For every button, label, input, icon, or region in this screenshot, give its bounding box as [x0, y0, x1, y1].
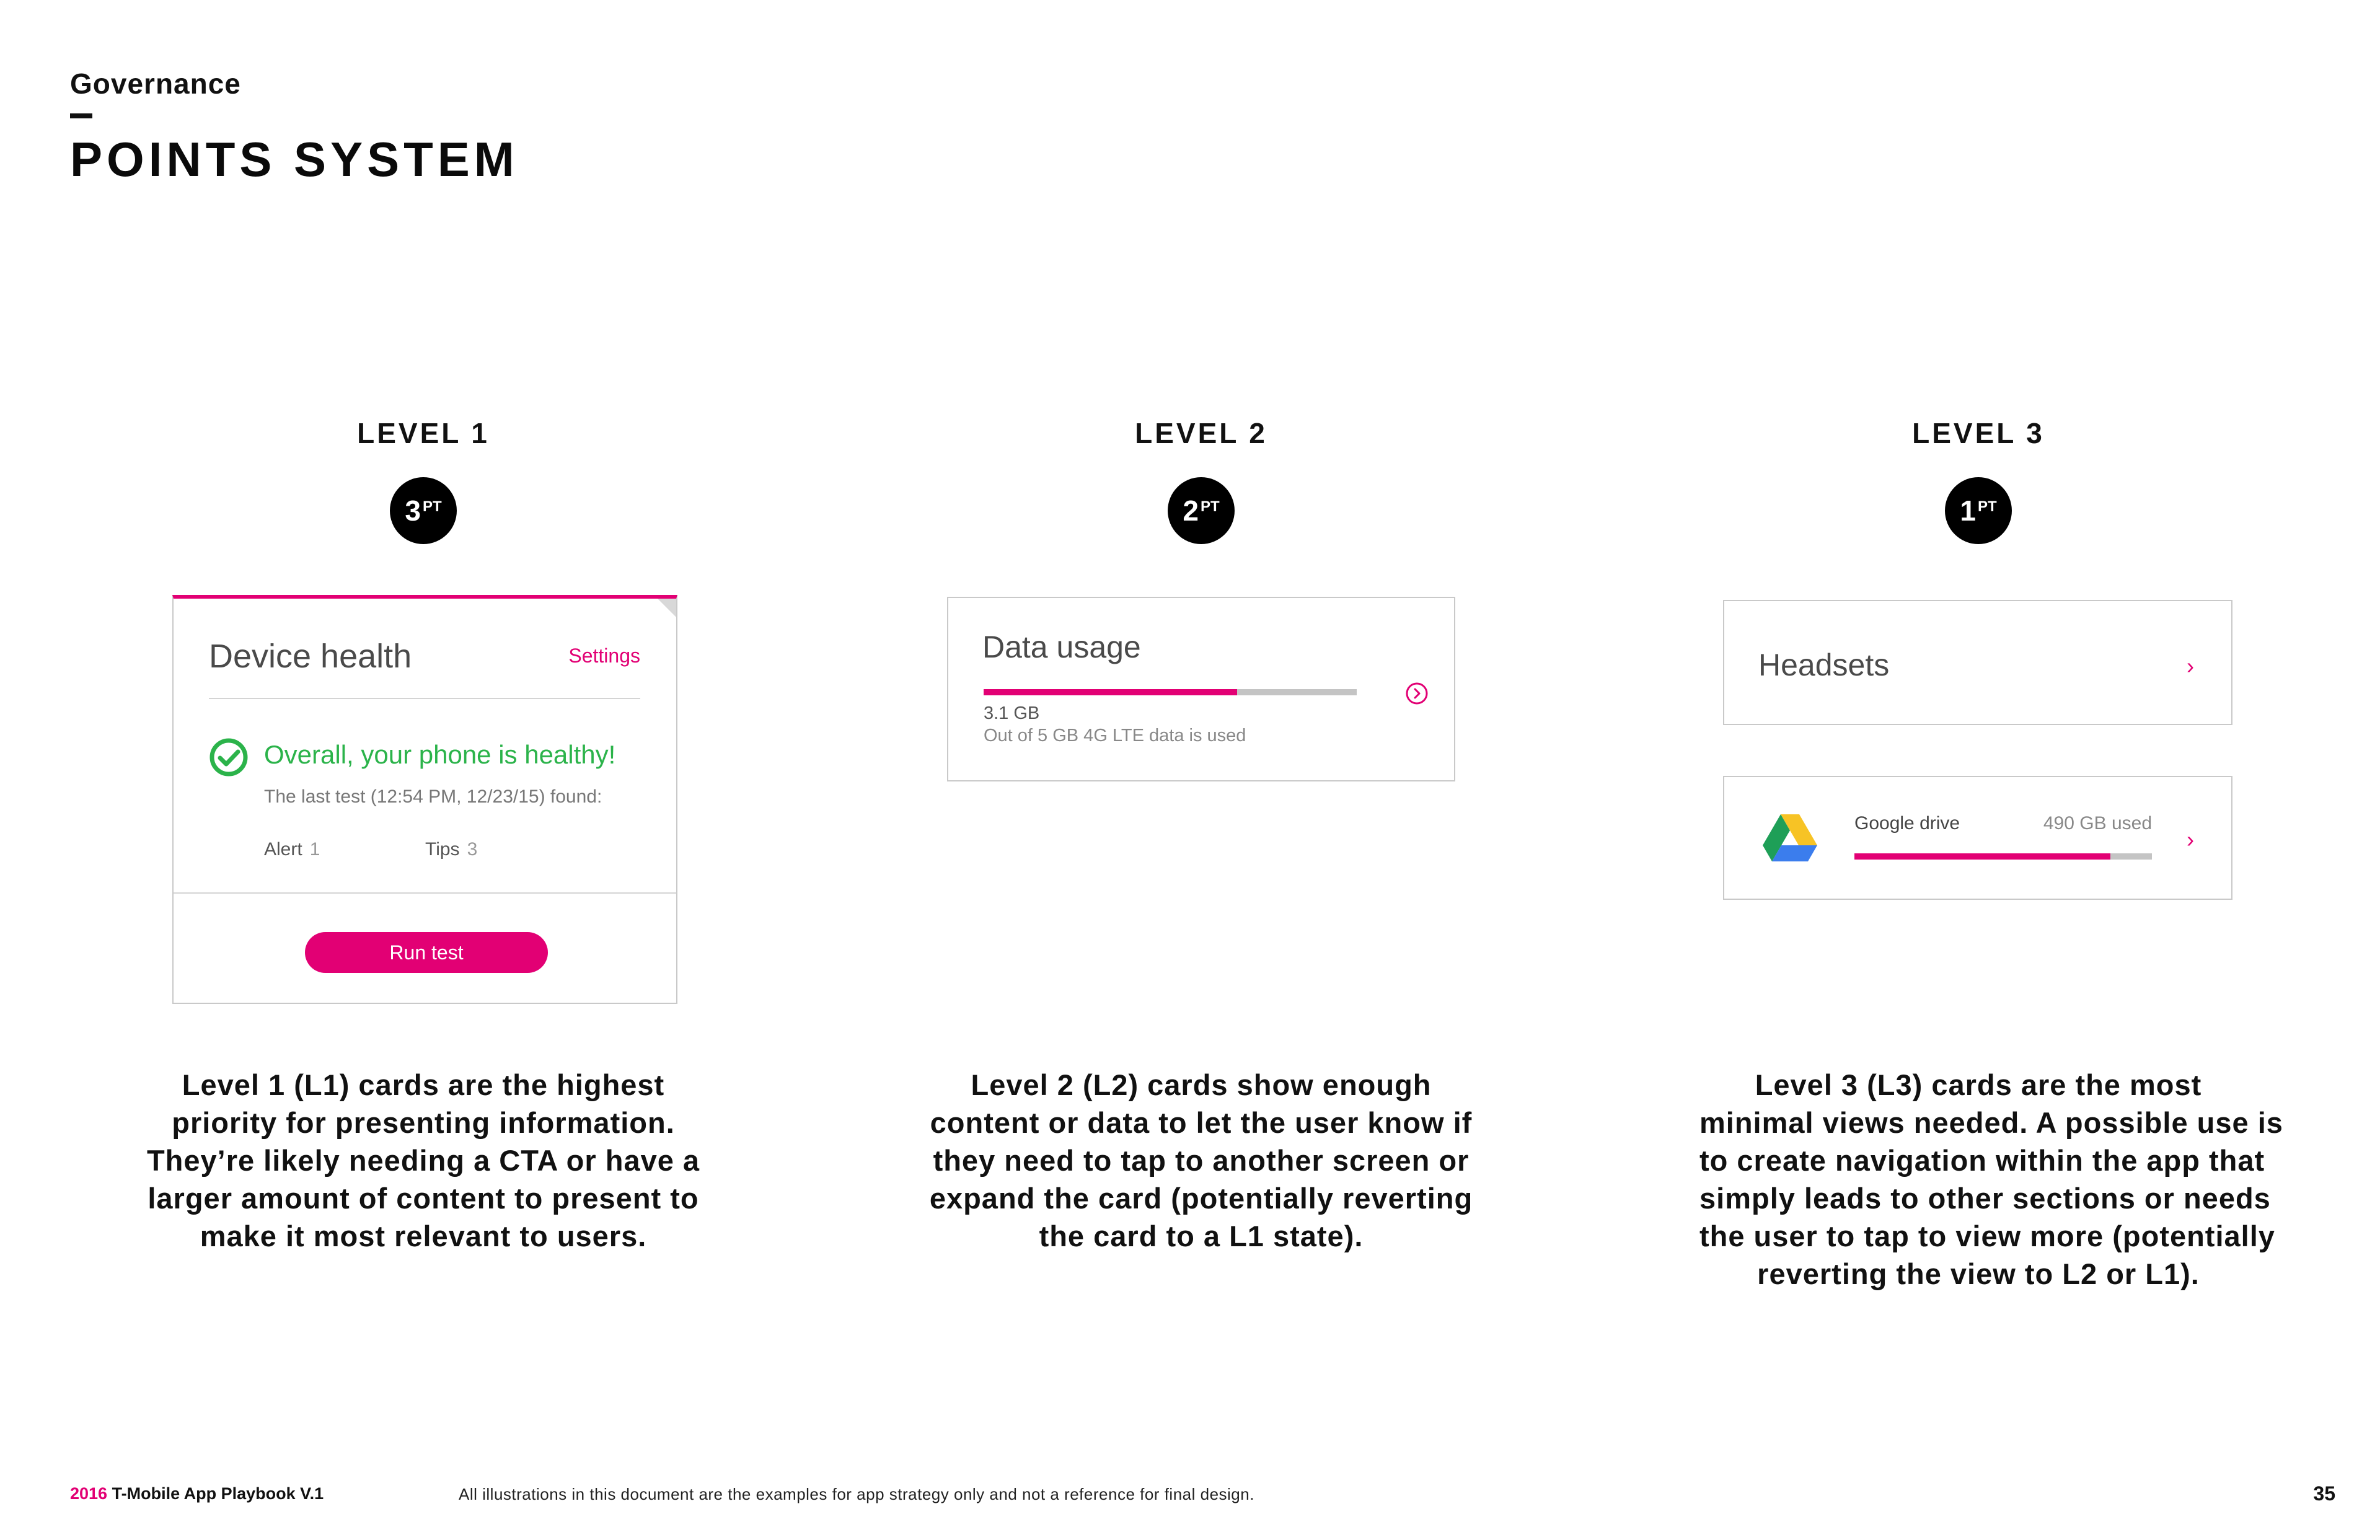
description-line: reverting the view to L2 or L1).: [1757, 1257, 2200, 1290]
card-title: Headsets: [1758, 648, 1890, 682]
points-value: 3: [405, 495, 421, 527]
level-2-label: LEVEL 2: [1135, 417, 1267, 449]
headsets-card[interactable]: [1723, 600, 2232, 725]
device-health-card: [172, 595, 677, 1004]
section-label: Governance: [70, 68, 241, 100]
level-1-description: [144, 1066, 702, 1255]
chevron-right-icon[interactable]: ›: [2187, 653, 2194, 679]
chevron-right-icon[interactable]: ›: [2187, 827, 2194, 852]
description-line: minimal views needed. A possible use is: [1699, 1106, 2283, 1139]
settings-link[interactable]: Settings: [568, 645, 640, 667]
description-line: They’re likely needing a CTA or have a: [146, 1144, 700, 1177]
page-number: 35: [2313, 1482, 2335, 1505]
data-usage-progress-bar: [984, 689, 1357, 695]
card-title: Data usage: [982, 630, 1141, 664]
level-2-description: [922, 1066, 1480, 1255]
points-unit: PT: [1200, 498, 1220, 515]
tips-label: Tips: [425, 839, 460, 860]
description-line: simply leads to other sections or needs: [1699, 1182, 2271, 1215]
run-test-button[interactable]: Run test: [305, 932, 548, 973]
points-unit: PT: [422, 498, 442, 515]
description-line: Level 2 (L2) cards show enough: [971, 1068, 1432, 1101]
title-divider: [70, 113, 92, 118]
data-used-amount: 3.1 GB: [984, 703, 1040, 723]
description-line: they need to tap to another screen or: [933, 1144, 1470, 1177]
drive-usage-progress-fill: [1854, 853, 2110, 860]
drive-usage-progress-bar: [1854, 853, 2152, 860]
description-line: larger amount of content to present to: [148, 1182, 699, 1215]
description-line: priority for presenting information.: [172, 1106, 675, 1139]
card-corner-fold: [658, 599, 676, 617]
description-line: content or data to let the user know if: [930, 1106, 1473, 1139]
health-status: Overall, your phone is healthy!: [264, 740, 616, 769]
drive-name: Google drive: [1854, 813, 1960, 834]
tips-count: [425, 839, 477, 860]
data-usage-progress-fill: [984, 689, 1237, 695]
description-line: the card to a L1 state).: [1039, 1220, 1364, 1252]
description-line: Level 3 (L3) cards are the most: [1755, 1068, 2202, 1101]
level-3-label: LEVEL 3: [1912, 417, 2045, 449]
alert-label: Alert: [264, 839, 302, 860]
drive-used: 490 GB used: [2043, 813, 2152, 834]
page-title: POINTS SYSTEM: [70, 132, 519, 187]
points-value: 2: [1183, 495, 1199, 527]
last-test-text: The last test (12:54 PM, 12/23/15) found:: [264, 786, 602, 807]
data-usage-card[interactable]: [947, 597, 1455, 781]
description-line: the user to tap to view more (potentially: [1699, 1220, 2275, 1252]
level-3-points-badge: [1945, 477, 2012, 544]
tips-value: 3: [467, 839, 478, 860]
points-value: 1: [1960, 495, 1976, 527]
card-footer-divider: [174, 892, 676, 894]
card-divider: [209, 698, 640, 699]
footer-playbook: [70, 1484, 324, 1503]
level-2-points-badge: [1168, 477, 1235, 544]
data-used-detail: Out of 5 GB 4G LTE data is used: [984, 726, 1246, 746]
level-1-label: LEVEL 1: [357, 417, 490, 449]
description-line: to create navigation within the app that: [1699, 1144, 2265, 1177]
description-line: expand the card (potentially reverting: [929, 1182, 1473, 1215]
alert-count: [264, 839, 320, 860]
chevron-right-circle-icon[interactable]: [1404, 680, 1430, 706]
description-line: make it most relevant to users.: [200, 1220, 647, 1252]
points-unit: PT: [1977, 498, 1997, 515]
check-circle-icon: [209, 737, 249, 777]
card-title: Device health: [209, 638, 412, 675]
alert-value: 1: [309, 839, 320, 860]
level-1-points-badge: [390, 477, 457, 544]
footer-disclaimer: All illustrations in this document are the examples for app strategy only and not a reference for final design.: [459, 1485, 1254, 1503]
footer-year: 2016: [70, 1484, 108, 1503]
google-drive-card[interactable]: [1723, 776, 2232, 900]
level-3-description: [1699, 1066, 2283, 1293]
footer-playbook-name: T-Mobile App Playbook V.1: [112, 1484, 324, 1503]
description-line: Level 1 (L1) cards are the highest: [182, 1068, 665, 1101]
google-drive-icon: [1761, 813, 1818, 864]
